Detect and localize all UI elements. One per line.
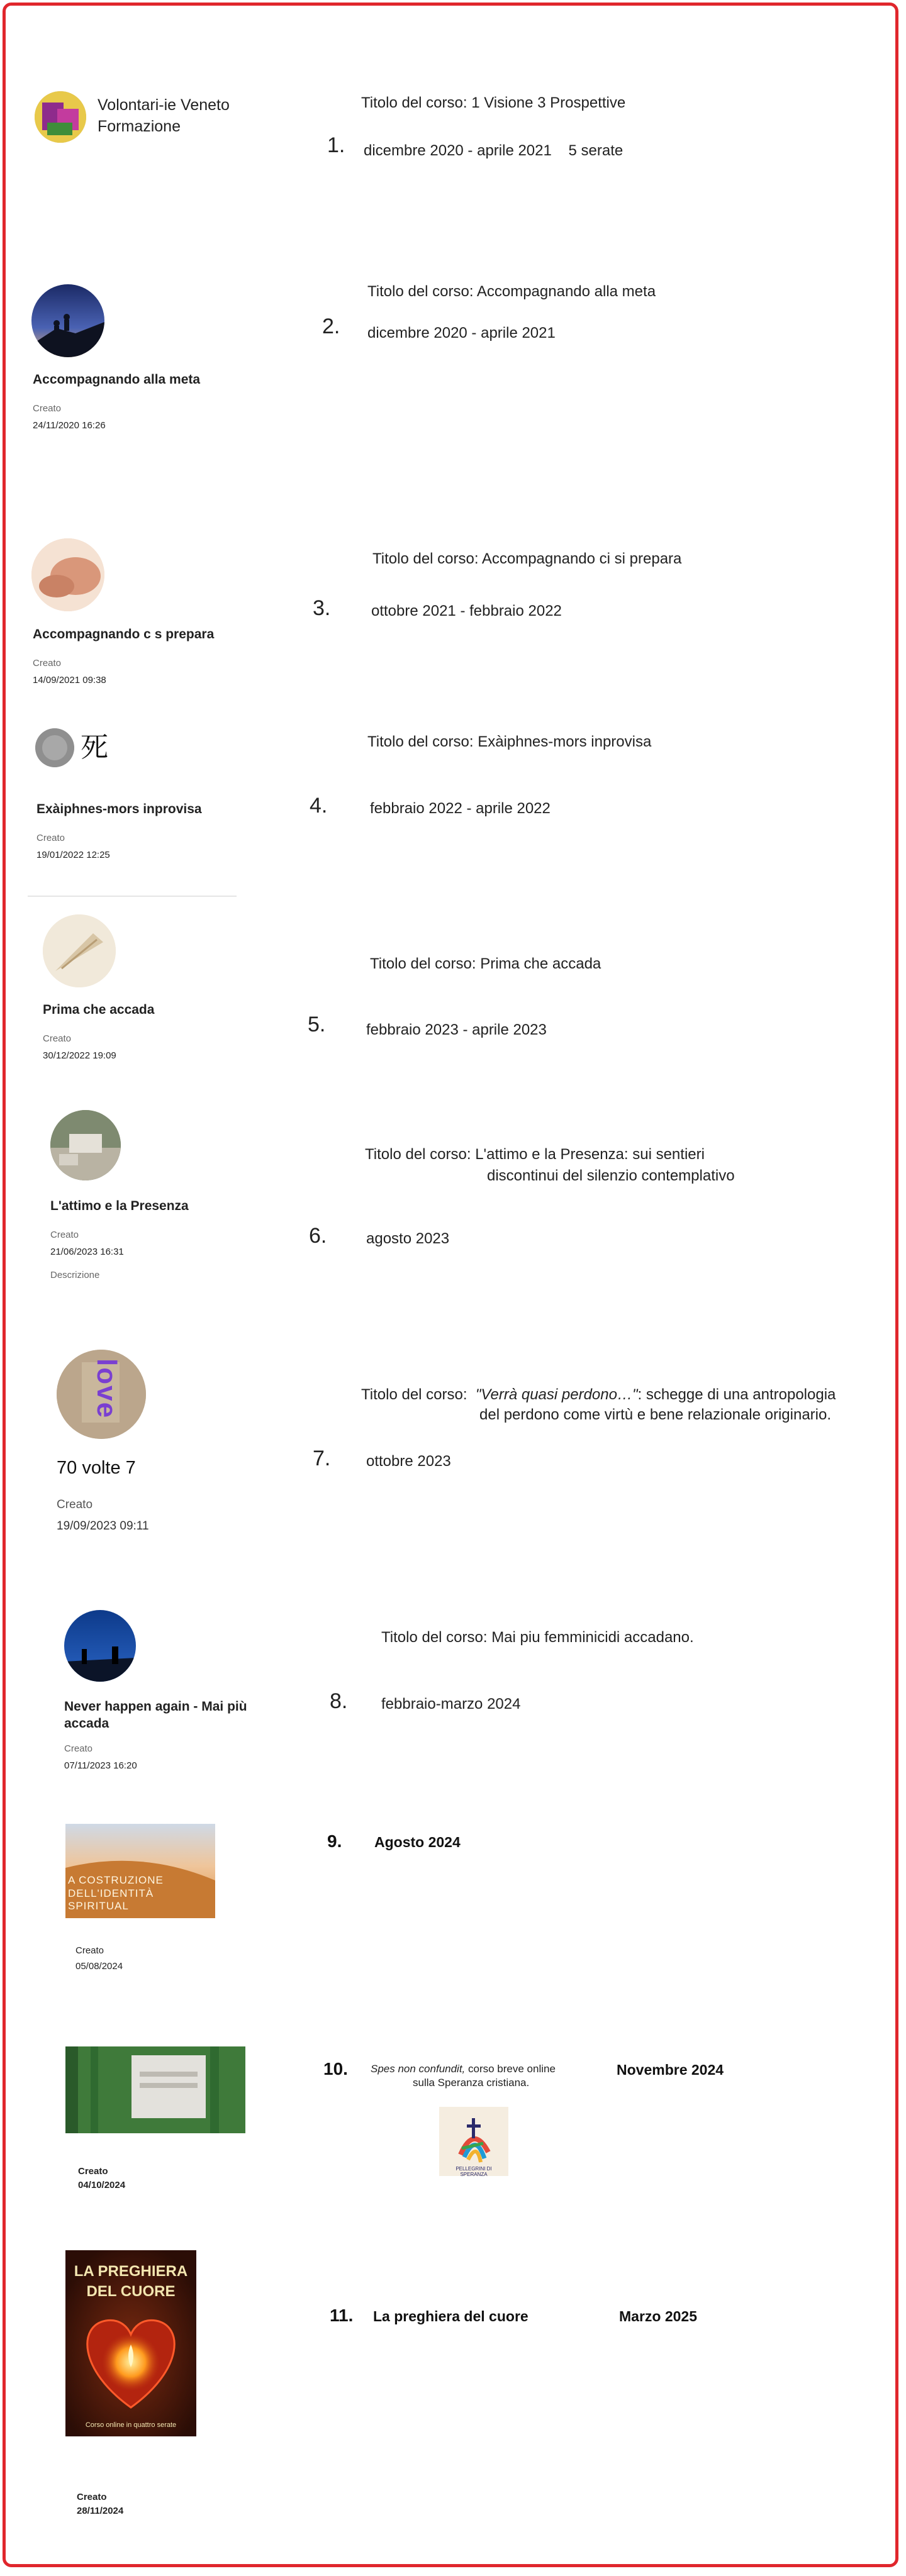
course-1-period: dicembre 2020 - aprile 2021 bbox=[364, 142, 552, 159]
course-9-number: 9. bbox=[327, 1831, 342, 1851]
course-3-title-prefix: Titolo del corso: bbox=[372, 550, 479, 567]
course-10-period: Novembre 2024 bbox=[617, 2062, 724, 2078]
course-8-title-line bbox=[381, 1629, 694, 1646]
course-6-card-name[interactable]: L'attimo e la Presenza bbox=[50, 1199, 189, 1213]
course-4-thumbnail[interactable] bbox=[35, 728, 74, 767]
course-8-period: febbraio-marzo 2024 bbox=[381, 1696, 521, 1713]
course-2-title: Accompagnando alla meta bbox=[476, 283, 656, 300]
course-3-period: ottobre 2021 - febbraio 2022 bbox=[371, 602, 562, 619]
course-7-number: 7. bbox=[313, 1446, 331, 1470]
course-3-created-date: 14/09/2021 09:38 bbox=[33, 675, 106, 686]
course-1-thumbnail[interactable] bbox=[35, 91, 86, 143]
course-2-period: dicembre 2020 - aprile 2021 bbox=[367, 325, 556, 341]
course-10-title-line-2: sulla Speranza cristiana. bbox=[413, 2077, 530, 2089]
course-11-number: 11. bbox=[330, 2306, 354, 2325]
course-7-logo-word: love bbox=[91, 1358, 122, 1419]
course-5-period: febbraio 2023 - aprile 2023 bbox=[366, 1021, 547, 1038]
course-1-card-name[interactable]: Volontari-ie Veneto Formazione bbox=[98, 96, 230, 135]
course-2-thumbnail[interactable] bbox=[31, 284, 104, 357]
course-5-created-date: 30/12/2022 19:09 bbox=[43, 1050, 116, 1061]
course-5-number: 5. bbox=[308, 1013, 326, 1036]
course-6-thumbnail[interactable] bbox=[50, 1110, 121, 1180]
course-8-created-label: Creato bbox=[64, 1743, 93, 1754]
course-11-created-date: 28/11/2024 bbox=[77, 2506, 124, 2516]
course-8-title-prefix: Titolo del corso: bbox=[381, 1629, 488, 1646]
course-9-thumb-title-2: DELL'IDENTITÀ SPIRITUAL bbox=[68, 1887, 154, 1912]
course-3-thumbnail[interactable] bbox=[31, 538, 104, 611]
course-9-created-date: 05/08/2024 bbox=[76, 1961, 123, 1972]
course-4-number: 4. bbox=[310, 794, 328, 818]
course-4-calligraphy-icon: 死 bbox=[81, 731, 108, 763]
course-4-created-date: 19/01/2022 12:25 bbox=[36, 850, 110, 860]
course-8-card-name[interactable]: Never happen again - Mai più accada bbox=[64, 1699, 247, 1731]
course-7-card-name[interactable]: 70 volte 7 bbox=[57, 1458, 136, 1478]
course-9-thumb-title-1: A COSTRUZIONE bbox=[68, 1874, 164, 1886]
course-4-title-line bbox=[367, 733, 651, 751]
course-8-number: 8. bbox=[330, 1689, 348, 1713]
course-1-title: 1 Visione 3 Prospettive bbox=[471, 94, 626, 111]
course-1-period-line bbox=[364, 142, 623, 160]
course-3-title: Accompagnando ci si prepara bbox=[481, 550, 682, 567]
course-10-title-rest: corso breve online bbox=[465, 2063, 556, 2075]
course-7-created-label: Creato bbox=[57, 1498, 93, 1511]
course-8-created-date: 07/11/2023 16:20 bbox=[64, 1760, 137, 1771]
section-divider bbox=[28, 896, 237, 897]
course-8-title: Mai piu femminicidi accadano. bbox=[491, 1629, 694, 1646]
course-10-title-italic: Spes non confundit, bbox=[371, 2063, 466, 2075]
course-7-title-rest: : schegge di una antropologia bbox=[637, 1386, 836, 1403]
course-2-card-name[interactable]: Accompagnando alla meta bbox=[33, 372, 201, 387]
course-6-title: L'attimo e la Presenza: sui sentieri bbox=[475, 1146, 705, 1163]
course-1-extra: 5 serate bbox=[568, 142, 624, 159]
course-4-card-name[interactable]: Exàiphnes-mors inprovisa bbox=[36, 802, 202, 816]
course-9-created-label: Creato bbox=[76, 1945, 104, 1956]
course-8-thumbnail[interactable] bbox=[64, 1610, 136, 1682]
course-10-thumbnail[interactable] bbox=[65, 2046, 245, 2133]
course-1-number: 1. bbox=[327, 133, 345, 157]
course-1-title-line bbox=[361, 94, 625, 112]
course-6-title-line-2: discontinui del silenzio contemplativo bbox=[487, 1167, 735, 1184]
course-4-title-prefix: Titolo del corso: bbox=[367, 733, 474, 750]
course-10-jubilee-logo bbox=[439, 2107, 508, 2176]
course-6-number: 6. bbox=[309, 1224, 327, 1248]
course-4-title: Exàiphnes-mors inprovisa bbox=[478, 733, 652, 750]
course-7-created-date: 19/09/2023 09:11 bbox=[57, 1519, 149, 1533]
course-2-number: 2. bbox=[322, 314, 340, 338]
course-2-title-prefix: Titolo del corso: bbox=[367, 283, 474, 300]
course-11-poster-caption: Corso online in quattro serate bbox=[85, 2421, 177, 2429]
course-2-created-label: Creato bbox=[33, 403, 62, 414]
course-5-thumbnail[interactable] bbox=[43, 914, 116, 987]
course-11-created-label: Creato bbox=[77, 2492, 107, 2502]
course-7-title-prefix: Titolo del corso: bbox=[361, 1386, 467, 1403]
course-7-period: ottobre 2023 bbox=[366, 1453, 451, 1470]
course-10-logo-text: PELLEGRINI DI SPERANZA bbox=[456, 2166, 492, 2176]
course-3-title-line bbox=[372, 550, 681, 568]
course-5-created-label: Creato bbox=[43, 1033, 72, 1044]
course-7-thumbnail[interactable] bbox=[57, 1350, 146, 1439]
course-6-title-line-1 bbox=[365, 1146, 705, 1163]
course-3-card-name[interactable]: Accompagnando c s prepara bbox=[33, 627, 215, 641]
course-7-title-italic: "Verrà quasi perdono…" bbox=[475, 1386, 638, 1403]
course-7-title-line-2: del perdono come virtù e bene relazionale originario. bbox=[479, 1406, 832, 1423]
course-10-created-date: 04/10/2024 bbox=[78, 2180, 126, 2190]
course-6-period: agosto 2023 bbox=[366, 1230, 450, 1247]
course-3-number: 3. bbox=[313, 596, 331, 620]
course-11-poster-title-1: LA PREGHIERA bbox=[74, 2263, 188, 2280]
course-4-period: febbraio 2022 - aprile 2022 bbox=[370, 800, 551, 817]
course-1-title-prefix: Titolo del corso: bbox=[361, 94, 467, 111]
course-4-created-label: Creato bbox=[36, 833, 65, 843]
course-2-created-date: 24/11/2020 16:26 bbox=[33, 420, 106, 431]
course-6-description-label: Descrizione bbox=[50, 1270, 100, 1280]
course-11-poster-title-2: DEL CUORE bbox=[86, 2283, 176, 2300]
course-10-created-label: Creato bbox=[78, 2166, 108, 2177]
course-3-created-label: Creato bbox=[33, 658, 62, 669]
course-5-title-line bbox=[370, 955, 601, 973]
course-10-number: 10. bbox=[323, 2059, 348, 2079]
course-5-title: Prima che accada bbox=[480, 955, 601, 972]
course-6-created-label: Creato bbox=[50, 1230, 79, 1240]
course-7-title-line-1 bbox=[361, 1386, 836, 1404]
course-11-title: La preghiera del cuore bbox=[373, 2308, 528, 2324]
course-9-thumbnail[interactable] bbox=[65, 1824, 215, 1918]
course-11-thumbnail[interactable] bbox=[65, 2250, 196, 2436]
course-6-title-prefix: Titolo del corso: bbox=[365, 1146, 471, 1163]
course-2-title-line bbox=[367, 283, 656, 301]
course-5-card-name[interactable]: Prima che accada bbox=[43, 1002, 155, 1017]
course-9-period: Agosto 2024 bbox=[374, 1834, 461, 1850]
course-6-created-date: 21/06/2023 16:31 bbox=[50, 1246, 124, 1257]
course-10-title-line-1 bbox=[371, 2063, 556, 2075]
course-5-title-prefix: Titolo del corso: bbox=[370, 955, 476, 972]
course-11-period: Marzo 2025 bbox=[619, 2308, 698, 2324]
